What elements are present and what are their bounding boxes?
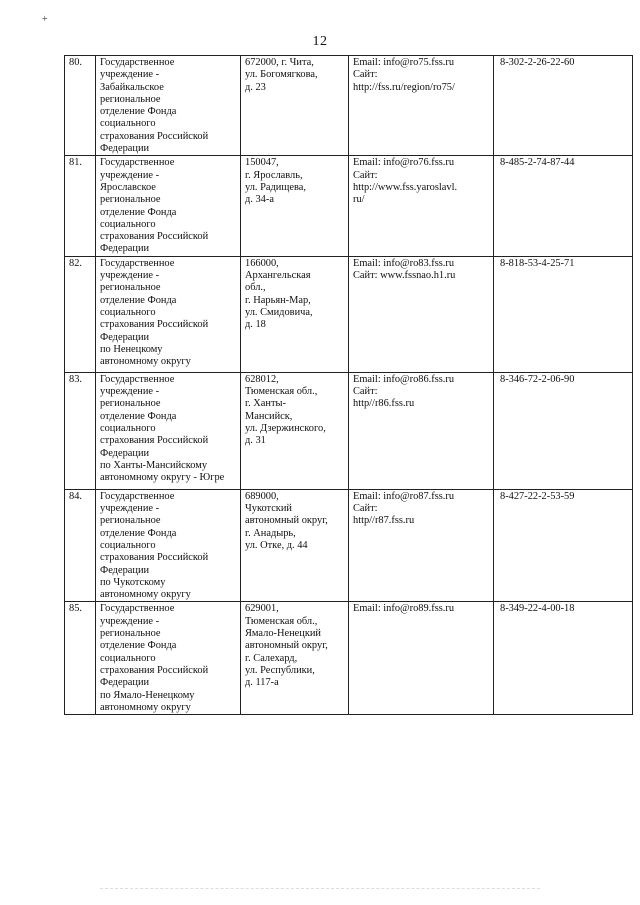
organization-line: Федерации (100, 243, 150, 255)
organization-line: учреждение - (100, 386, 160, 398)
organization-line: страхования Российской (100, 664, 209, 676)
contacts-cell (349, 256, 494, 372)
address-line: ул. Отке, д. 44 (245, 539, 308, 551)
row-number-cell (65, 602, 96, 715)
organization-line: автономному округу (100, 701, 191, 713)
organization-line: учреждение - (100, 270, 160, 282)
organization-line: страхования Российской (100, 552, 209, 564)
contact-line: http//r86.fss.ru (353, 398, 415, 410)
contact-line: Сайт: (353, 69, 378, 81)
address-line: 629001, (245, 603, 279, 615)
table-row (65, 256, 633, 372)
bottom-scan-artifact (100, 888, 540, 893)
organization-line: Федерации (100, 143, 150, 155)
row-number: 81. (69, 157, 82, 169)
organization-line: социального (100, 539, 156, 551)
organization-line: региональное (100, 194, 161, 206)
contact-line: Email: info@ro75.fss.ru (353, 57, 455, 68)
row-number: 80. (69, 57, 82, 68)
organization-line: Федерации (100, 564, 150, 576)
organization-line: по Чукотскому (100, 576, 166, 588)
organization-line: по Ненецкому (100, 343, 163, 355)
address-cell (241, 602, 349, 715)
row-number: 84. (69, 490, 82, 502)
contacts-cell (349, 602, 494, 715)
address-line: Ямало-Ненецкий (245, 628, 321, 640)
organization-line: региональное (100, 282, 161, 294)
contact-line: Сайт: www.fssnao.h1.ru (353, 270, 456, 282)
row-number: 85. (69, 603, 82, 615)
address-line: ул. Смидовича, (245, 306, 313, 318)
contacts-cell (349, 156, 494, 256)
contact-line: Сайт: (353, 503, 378, 515)
phone-number: 8-346-72-2-06-90 (500, 373, 575, 385)
address-line: д. 117-а (245, 677, 279, 689)
address-line: ул. Дзержинского, (245, 422, 326, 434)
contact-line: Сайт: (353, 386, 378, 398)
organization-line: Федерации (100, 331, 150, 343)
address-line: ул. Республики, (245, 664, 315, 676)
fss-offices-table (64, 55, 633, 715)
address-line: ул. Радищева, (245, 181, 306, 193)
contact-line: Email: info@ro87.fss.ru (353, 490, 455, 502)
address-line: Тюменская обл., (245, 386, 318, 398)
organization-line: Государственное (100, 373, 175, 385)
organization-line: Федерации (100, 677, 150, 689)
organization-line: региональное (100, 93, 161, 105)
address-line: д. 31 (245, 435, 266, 447)
phone-cell (494, 602, 633, 715)
contact-line: http://www.fss.yaroslavl. (353, 181, 458, 193)
phone-number: 8-349-22-4-00-18 (500, 603, 575, 615)
address-line: 689000, (245, 490, 279, 502)
organization-line: Забайкальское (100, 81, 164, 93)
contacts-cell (349, 489, 494, 602)
organization-line: Государственное (100, 603, 175, 615)
address-line: г. Ханты- (245, 398, 286, 410)
phone-cell (494, 372, 633, 489)
organization-line: отделение Фонда (100, 106, 177, 118)
phone-number: 8-302-2-26-22-60 (500, 57, 575, 68)
row-number-cell (65, 56, 96, 156)
organization-line: отделение Фонда (100, 410, 177, 422)
organization-cell (96, 602, 241, 715)
address-line: г. Ярославль, (245, 169, 303, 181)
organization-line: Государственное (100, 57, 175, 68)
organization-line: Государственное (100, 490, 175, 502)
phone-number: 8-427-22-2-53-59 (500, 490, 575, 502)
contact-line: Email: info@ro76.fss.ru (353, 157, 455, 169)
address-line: г. Нарьян-Мар, (245, 294, 311, 306)
organization-line: страхования Российской (100, 319, 209, 331)
organization-line: отделение Фонда (100, 206, 177, 218)
table-row (65, 156, 633, 256)
address-line: Тюменская обл., (245, 615, 318, 627)
row-number-cell (65, 256, 96, 372)
phone-cell (494, 256, 633, 372)
contact-line: Email: info@ro89.fss.ru (353, 603, 455, 615)
address-line: автономный округ, (245, 640, 328, 652)
address-cell (241, 489, 349, 602)
organization-line: автономному округу - Югре (100, 472, 225, 484)
organization-line: социального (100, 306, 156, 318)
organization-line: страхования Российской (100, 231, 209, 243)
organization-line: учреждение - (100, 503, 160, 515)
phone-cell (494, 156, 633, 256)
page-number: 12 (312, 34, 328, 49)
address-line: 150047, (245, 157, 279, 169)
row-number-cell (65, 489, 96, 602)
address-cell (241, 156, 349, 256)
organization-line: Государственное (100, 257, 175, 269)
contacts-cell (349, 372, 494, 489)
organization-line: по Ханты-Мансийскому (100, 459, 208, 471)
organization-line: учреждение - (100, 69, 160, 81)
contact-line: http//r87.fss.ru (353, 515, 415, 527)
table-row (65, 372, 633, 489)
phone-cell (494, 56, 633, 156)
address-line: д. 34-а (245, 194, 274, 206)
organization-line: автономному округу (100, 589, 191, 601)
address-line: 166000, (245, 257, 279, 269)
address-line: г. Салехард, (245, 652, 298, 664)
address-cell (241, 56, 349, 156)
address-line: 672000, г. Чита, (245, 57, 314, 68)
organization-line: автономному округу (100, 356, 191, 368)
contact-line: Email: info@ro83.fss.ru (353, 257, 455, 269)
organization-cell (96, 372, 241, 489)
contact-line: http://fss.ru/region/ro75/ (353, 81, 455, 93)
organization-line: учреждение - (100, 615, 160, 627)
row-number: 82. (69, 257, 82, 269)
organization-cell (96, 489, 241, 602)
organization-line: Ярославское (100, 181, 156, 193)
row-number-cell (65, 372, 96, 489)
organization-line: Государственное (100, 157, 175, 169)
contacts-cell (349, 56, 494, 156)
organization-line: региональное (100, 515, 161, 527)
organization-cell (96, 256, 241, 372)
organization-line: учреждение - (100, 169, 160, 181)
organization-cell (96, 156, 241, 256)
address-cell (241, 256, 349, 372)
organization-line: отделение Фонда (100, 294, 177, 306)
contact-line: Сайт: (353, 169, 378, 181)
address-line: д. 23 (245, 81, 266, 93)
table-row (65, 602, 633, 715)
address-line: Архангельская (245, 270, 311, 282)
organization-line: Федерации (100, 447, 150, 459)
organization-line: социального (100, 652, 156, 664)
table-row (65, 489, 633, 602)
address-line: автономный округ, (245, 515, 328, 527)
row-number-cell (65, 156, 96, 256)
organization-line: социального (100, 218, 156, 230)
address-line: Мансийск, (245, 410, 293, 422)
organization-line: региональное (100, 628, 161, 640)
address-cell (241, 372, 349, 489)
row-number: 83. (69, 373, 82, 385)
organization-line: страхования Российской (100, 435, 209, 447)
address-line: г. Анадырь, (245, 527, 296, 539)
organization-line: по Ямало-Ненецкому (100, 689, 195, 701)
address-line: 628012, (245, 373, 279, 385)
organization-line: отделение Фонда (100, 527, 177, 539)
table-row (65, 56, 633, 156)
organization-cell (96, 56, 241, 156)
phone-number: 8-485-2-74-87-44 (500, 157, 575, 169)
address-line: обл., (245, 282, 266, 294)
organization-line: отделение Фонда (100, 640, 177, 652)
phone-number: 8-818-53-4-25-71 (500, 257, 575, 269)
address-line: Чукотский (245, 503, 292, 515)
phone-cell (494, 489, 633, 602)
address-line: д. 18 (245, 319, 266, 331)
contact-line: Email: info@ro86.fss.ru (353, 373, 455, 385)
address-line: ул. Богомягкова, (245, 69, 318, 81)
contact-line: ru/ (353, 194, 365, 206)
organization-line: региональное (100, 398, 161, 410)
organization-line: социального (100, 422, 156, 434)
organization-line: социального (100, 118, 156, 130)
organization-line: страхования Российской (100, 130, 209, 142)
scan-mark: + (42, 14, 48, 25)
